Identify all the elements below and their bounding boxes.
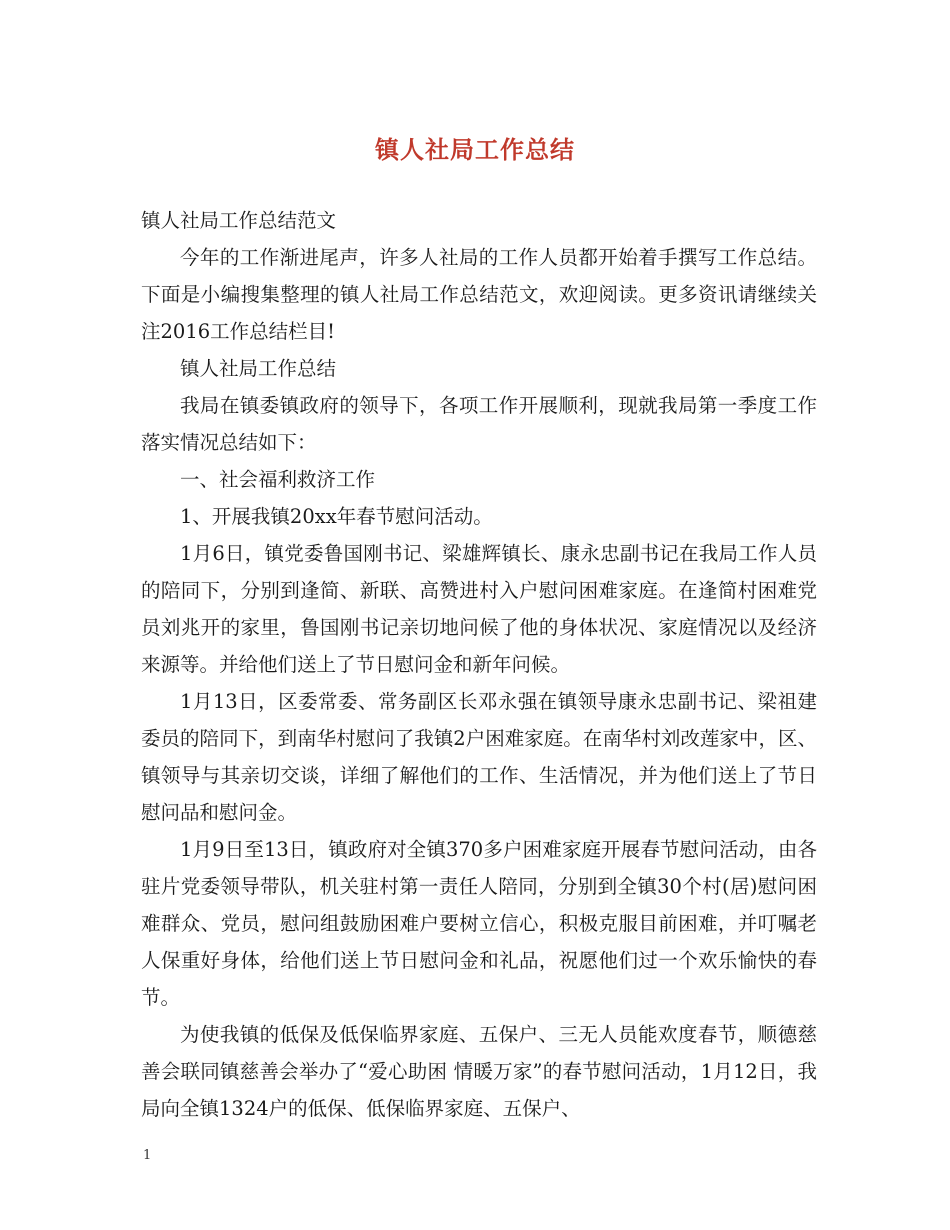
page-number: 1	[143, 1148, 152, 1163]
paragraph-jan-9-13: 1月9日至13日，镇政府对全镇370多户困难家庭开展春节慰问活动，由各驻片党委领导带队，机关驻村第一责任人陪同，分别到全镇30个村(居)慰问困难群众、党员，慰问组鼓励困难户要树立信心，积极克服目前困难，并叮嘱老人保重好身体，给他们送上节日慰问金和礼品，祝愿他们过一个欢乐愉快的春节。	[141, 838, 817, 1009]
paragraph-charity: 为使我镇的低保及低保临界家庭、五保户、三无人员能欢度春节，顺德慈善会联同镇慈善会举办了“爱心助困 情暖万家”的春节慰问活动，1月12日，我局向全镇1324户的低保、低保临界家庭、五保户、	[141, 1023, 817, 1120]
paragraph-intro: 今年的工作渐进尾声，许多人社局的工作人员都开始着手撰写工作总结。下面是小编搜集整理的镇人社局工作总结范文，欢迎阅读。更多资讯请继续关注2016工作总结栏目!	[141, 246, 817, 343]
paragraph-jan-6: 1月6日，镇党委鲁国刚书记、梁雄辉镇长、康永忠副书记在我局工作人员的陪同下，分别到逢简、新联、高赞进村入户慰问困难家庭。在逢简村困难党员刘兆开的家里，鲁国刚书记亲切地问候了他的身体状况、家庭情况以及经济来源等。并给他们送上了节日慰问金和新年问候。	[141, 542, 817, 676]
paragraph-jan-13: 1月13日，区委常委、常务副区长邓永强在镇领导康永忠副书记、梁祖建委员的陪同下，到南华村慰问了我镇2户困难家庭。在南华村刘改莲家中，区、镇领导与其亲切交谈，详细了解他们的工作、生活情况，并为他们送上了节日慰问品和慰问金。	[141, 690, 817, 824]
document-title: 镇人社局工作总结	[375, 135, 575, 164]
subsection-heading: 1、开展我镇20xx年春节慰问活动。	[180, 505, 493, 528]
paragraph-subtitle: 镇人社局工作总结范文	[141, 209, 337, 232]
section-heading: 一、社会福利救济工作	[180, 468, 376, 491]
document-body	[141, 202, 817, 1127]
paragraph-heading: 镇人社局工作总结	[180, 357, 337, 380]
paragraph-summary-intro: 我局在镇委镇政府的领导下，各项工作开展顺利，现就我局第一季度工作落实情况总结如下：	[141, 394, 817, 454]
